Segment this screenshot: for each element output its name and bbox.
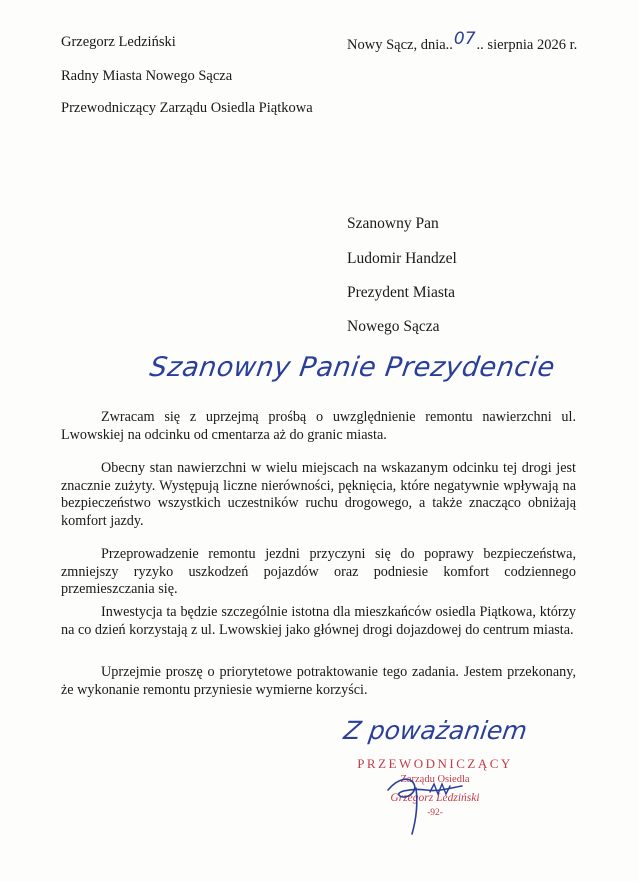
paragraph-text: Obecny stan nawierzchni w wielu miejscach na wskazanym odcinku tej drogi jest znacznie zużyty. Występują liczne nierówności, pęknięcia, które negatywnie wpływają na bezpieczeństwo wszystkich uczestników ruchu drogowego, a także znacząco obniżają komfort jazdy. — [61, 460, 576, 529]
date-suffix: sierpnia 2026 r. — [487, 37, 578, 53]
paragraph-text: Uprzejmie proszę o priorytetowe potraktowanie tego zadania. Jestem przekonany, że wykonanie remontu przyniesie wymierne korzyści. — [61, 664, 576, 698]
paragraph-request — [61, 409, 576, 444]
paragraph-closing-request — [61, 664, 576, 699]
paragraph-benefits — [61, 546, 576, 599]
recipient-salutation: Szanowny Pan — [347, 215, 439, 232]
sender-role-councillor: Radny Miasta Nowego Sącza — [61, 68, 233, 84]
stamp-title: PRZEWODNICZĄCY — [357, 756, 513, 771]
recipient-title: Prezydent Miasta — [347, 284, 456, 301]
recipient-name: Ludomir Handzel — [347, 250, 457, 267]
paragraph-text: Inwestycja ta będzie szczególnie istotna dla mieszkańców osiedla Piątkowa, którzy na co dzień korzystają z ul. Lwowskiej jako głównej drogi dojazdowej do centrum miasta. — [61, 604, 576, 638]
date-line — [347, 29, 578, 54]
date-prefix: Nowy Sącz, dnia — [347, 37, 446, 53]
paragraph-investment — [61, 604, 576, 639]
paragraph-condition — [61, 460, 576, 530]
date-dots: .. — [476, 37, 488, 53]
sender-role-chairman: Przewodniczący Zarządu Osiedla Piątkowa — [61, 100, 313, 116]
stamp-number: -92- — [427, 808, 443, 818]
handwritten-signature — [380, 770, 490, 840]
handwritten-closing: Z poważaniem — [341, 716, 530, 745]
handwritten-greeting: Szanowny Panie Prezydencie — [147, 352, 558, 383]
sender-name: Grzegorz Ledziński — [61, 34, 176, 50]
date-dots: .. — [445, 37, 453, 53]
stamp-subtitle: Zarządu Osiedla — [400, 774, 470, 785]
stamp-name: Grzegorz Ledziński — [390, 792, 480, 804]
paragraph-text: Przeprowadzenie remontu jezdni przyczyni się do poprawy bezpieczeństwa, zmniejszy ryzyko uszkodzeń pojazdów oraz podniesie komfort codziennego przemieszczania się. — [61, 546, 576, 597]
paragraph-text: Zwracam się z uprzejmą prośbą o uwzględnienie remontu nawierzchni ul. Lwowskiej na odcinku od cmentarza aż do granic miasta. — [61, 409, 576, 443]
date-day-handwritten: 07 — [453, 29, 476, 49]
recipient-city: Nowego Sącza — [347, 318, 440, 335]
